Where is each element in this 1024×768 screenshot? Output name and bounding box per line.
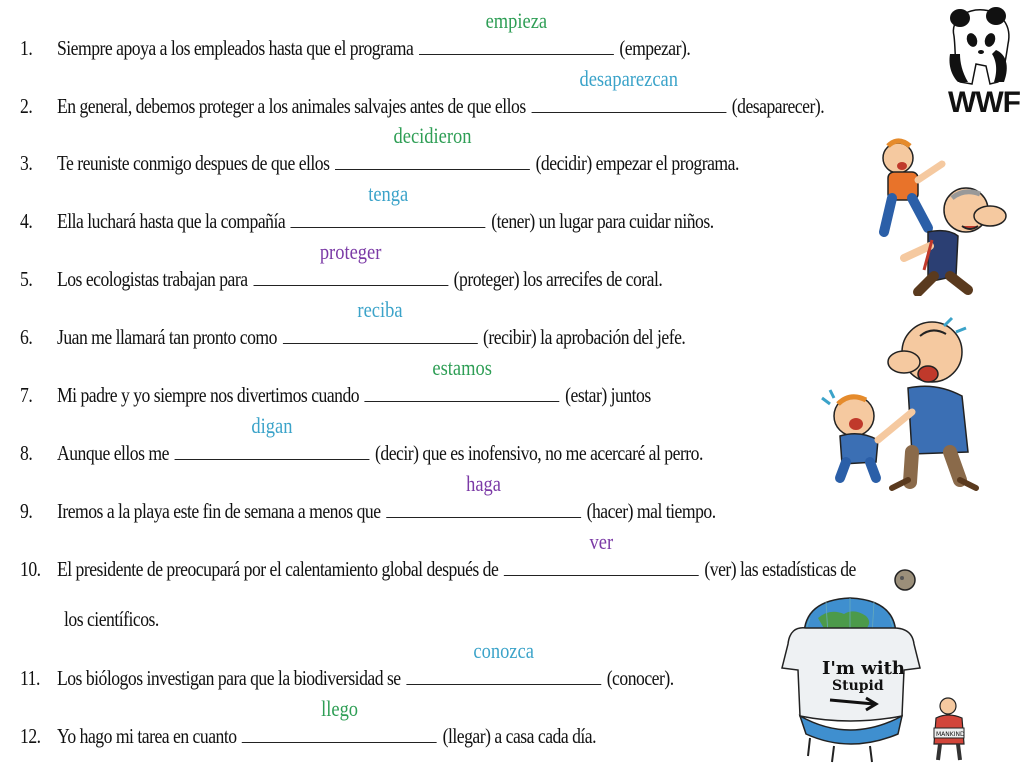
item-text-after: (proteger) los arrecifes de coral. [453, 267, 663, 291]
answer-blank [365, 355, 560, 402]
item-number: 2. [20, 94, 33, 118]
item-text-before: El presidente de preocupará por el calentamiento global después de [56, 557, 499, 581]
exercise-item-10 [20, 529, 856, 582]
item-text-after: (tener) un lugar para cuidar niños. [491, 209, 714, 233]
item-number: 12. [20, 724, 41, 748]
exercise-item-4 [20, 181, 714, 234]
crying-dad-child-cartoon-icon [820, 312, 990, 492]
answer-text: llego [321, 696, 359, 721]
item-text-after: (recibir) la aprobación del jefe. [483, 325, 686, 349]
item-text-before: Iremos a la playa este fin de semana a menos que [56, 499, 381, 523]
mankind-sign-text: MANKIND [936, 731, 965, 738]
item-text-after: (desaparecer). [731, 94, 825, 118]
father-child-cartoon-icon [858, 136, 1018, 296]
item-number: 8. [20, 441, 33, 465]
answer-blank [175, 413, 370, 460]
answer-blank [386, 471, 581, 518]
answer-text: desaparezcan [579, 66, 678, 91]
item-number: 11. [20, 666, 40, 690]
exercise-item-1 [20, 8, 691, 61]
panda-logo-icon [946, 6, 1018, 86]
item-number: 5. [20, 267, 33, 291]
item-text-before: Ella luchará hasta que la compañía [56, 209, 286, 233]
item-number: 9. [20, 499, 33, 523]
item-text-after: (empezar). [619, 36, 691, 60]
answer-blank [253, 239, 448, 286]
exercise-item-2 [20, 66, 825, 119]
answer-blank [283, 297, 478, 344]
item-number: 3. [20, 151, 33, 175]
item-text-after: (decir) que es inofensivo, no me acercaré al perro. [375, 441, 703, 465]
item-text-before: Mi padre y yo siempre nos divertimos cuando [56, 383, 360, 407]
answer-blank [406, 638, 601, 685]
exercise-item-12 [20, 696, 597, 749]
item-text-after: (hacer) mal tiempo. [586, 499, 716, 523]
item-text-before: Juan me llamará tan pronto como [56, 325, 277, 349]
item-text-after: (llegar) a casa cada día. [442, 724, 597, 748]
answer-blank [335, 123, 530, 170]
item-number: 7. [20, 383, 33, 407]
item-text-before: Siempre apoya a los empleados hasta que el programa [56, 36, 414, 60]
answer-text: ver [589, 529, 614, 554]
exercise-item-6 [20, 297, 686, 350]
item-text-before: Aunque ellos me [56, 441, 169, 465]
answer-text: tenga [368, 181, 409, 206]
answer-blank [531, 66, 726, 113]
item-number: 10. [20, 557, 41, 581]
item-text-before: Te reuniste conmigo despues de que ellos [56, 151, 330, 175]
exercise-item-3 [20, 123, 739, 176]
wwf-logo-text: WWF [948, 86, 1020, 119]
exercise-item-11 [20, 638, 674, 691]
exercise-item-10-continuation: los científicos. [64, 607, 159, 631]
item-text-before: Los biólogos investigan para que la biodiversidad se [56, 666, 401, 690]
answer-blank [419, 8, 614, 55]
item-text-before: Los ecologistas trabajan para [56, 267, 248, 291]
answer-text: proteger [319, 239, 382, 264]
item-text-after: (ver) las estadísticas de [704, 557, 856, 581]
item-number: 4. [20, 209, 33, 233]
item-text-before: En general, debemos proteger a los animales salvajes antes de que ellos [56, 94, 526, 118]
answer-text: conozca [473, 638, 534, 663]
item-number: 6. [20, 325, 33, 349]
exercise-item-7 [20, 355, 651, 408]
earth-im-with-stupid-cartoon-icon [770, 548, 990, 764]
answer-text: empieza [485, 8, 548, 33]
answer-text: decidieron [393, 123, 472, 148]
shirt-text-1: I'm with [822, 658, 905, 679]
answer-blank [504, 529, 699, 576]
exercise-item-5 [20, 239, 663, 292]
answer-text: reciba [357, 297, 403, 322]
item-text-after: (decidir) empezar el programa. [535, 151, 739, 175]
exercise-item-8 [20, 413, 703, 466]
item-text-before: Yo hago mi tarea en cuanto [56, 724, 237, 748]
shirt-text-2: Stupid [832, 678, 884, 694]
answer-blank [291, 181, 486, 228]
answer-text: digan [251, 413, 293, 438]
answer-text: haga [466, 471, 502, 496]
answer-text: estamos [432, 355, 492, 380]
answer-blank [242, 696, 437, 743]
item-text-after: (conocer). [606, 666, 674, 690]
exercise-item-9 [20, 471, 716, 524]
item-number: 1. [20, 36, 33, 60]
item-text-after: (estar) juntos [565, 383, 651, 407]
